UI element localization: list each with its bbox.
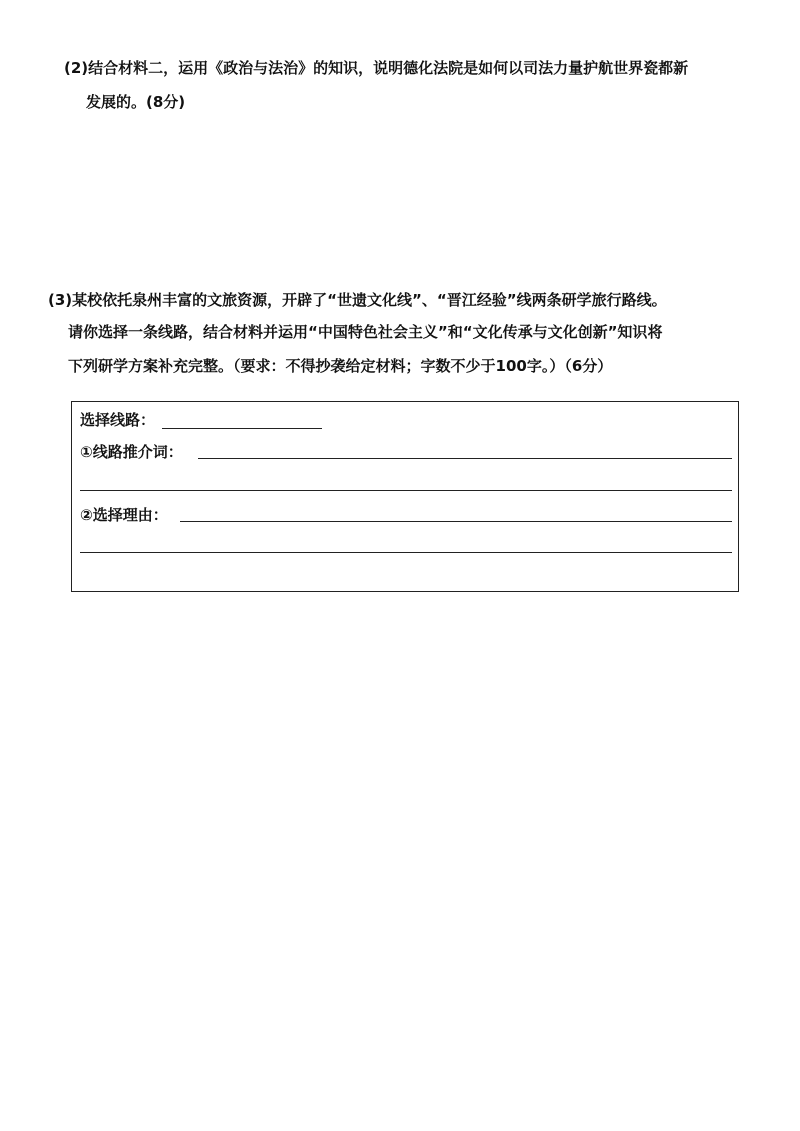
route-label: 选择线路： bbox=[80, 411, 156, 429]
reason-label: ②选择理由： bbox=[80, 506, 168, 524]
reason-answer-blank[interactable] bbox=[180, 521, 732, 522]
answer-box bbox=[71, 401, 739, 592]
question-2-line-2: 发展的。(8分) bbox=[86, 93, 186, 111]
intro-answer-blank[interactable] bbox=[198, 458, 732, 459]
intro-answer-blank-continued[interactable] bbox=[80, 490, 732, 491]
reason-answer-blank-continued[interactable] bbox=[80, 552, 732, 553]
question-3-line-1: (3)某校依托泉州丰富的文旅资源，开辟了“世遗文化线”、“晋江经验”线两条研学旅行路线。 bbox=[48, 291, 667, 309]
question-2-line-1: (2)结合材料二，运用《政治与法治》的知识，说明德化法院是如何以司法力量护航世界瓷都新 bbox=[64, 59, 689, 77]
question-3-line-2: 请你选择一条线路，结合材料并运用“中国特色社会主义”和“文化传承与文化创新”知识将 bbox=[68, 323, 663, 341]
intro-label: ①线路推介词： bbox=[80, 443, 183, 461]
route-answer-blank[interactable] bbox=[162, 428, 322, 429]
question-3-line-3: 下列研学方案补充完整。（要求：不得抄袭给定材料；字数不少于100字。）（6分） bbox=[68, 357, 613, 375]
